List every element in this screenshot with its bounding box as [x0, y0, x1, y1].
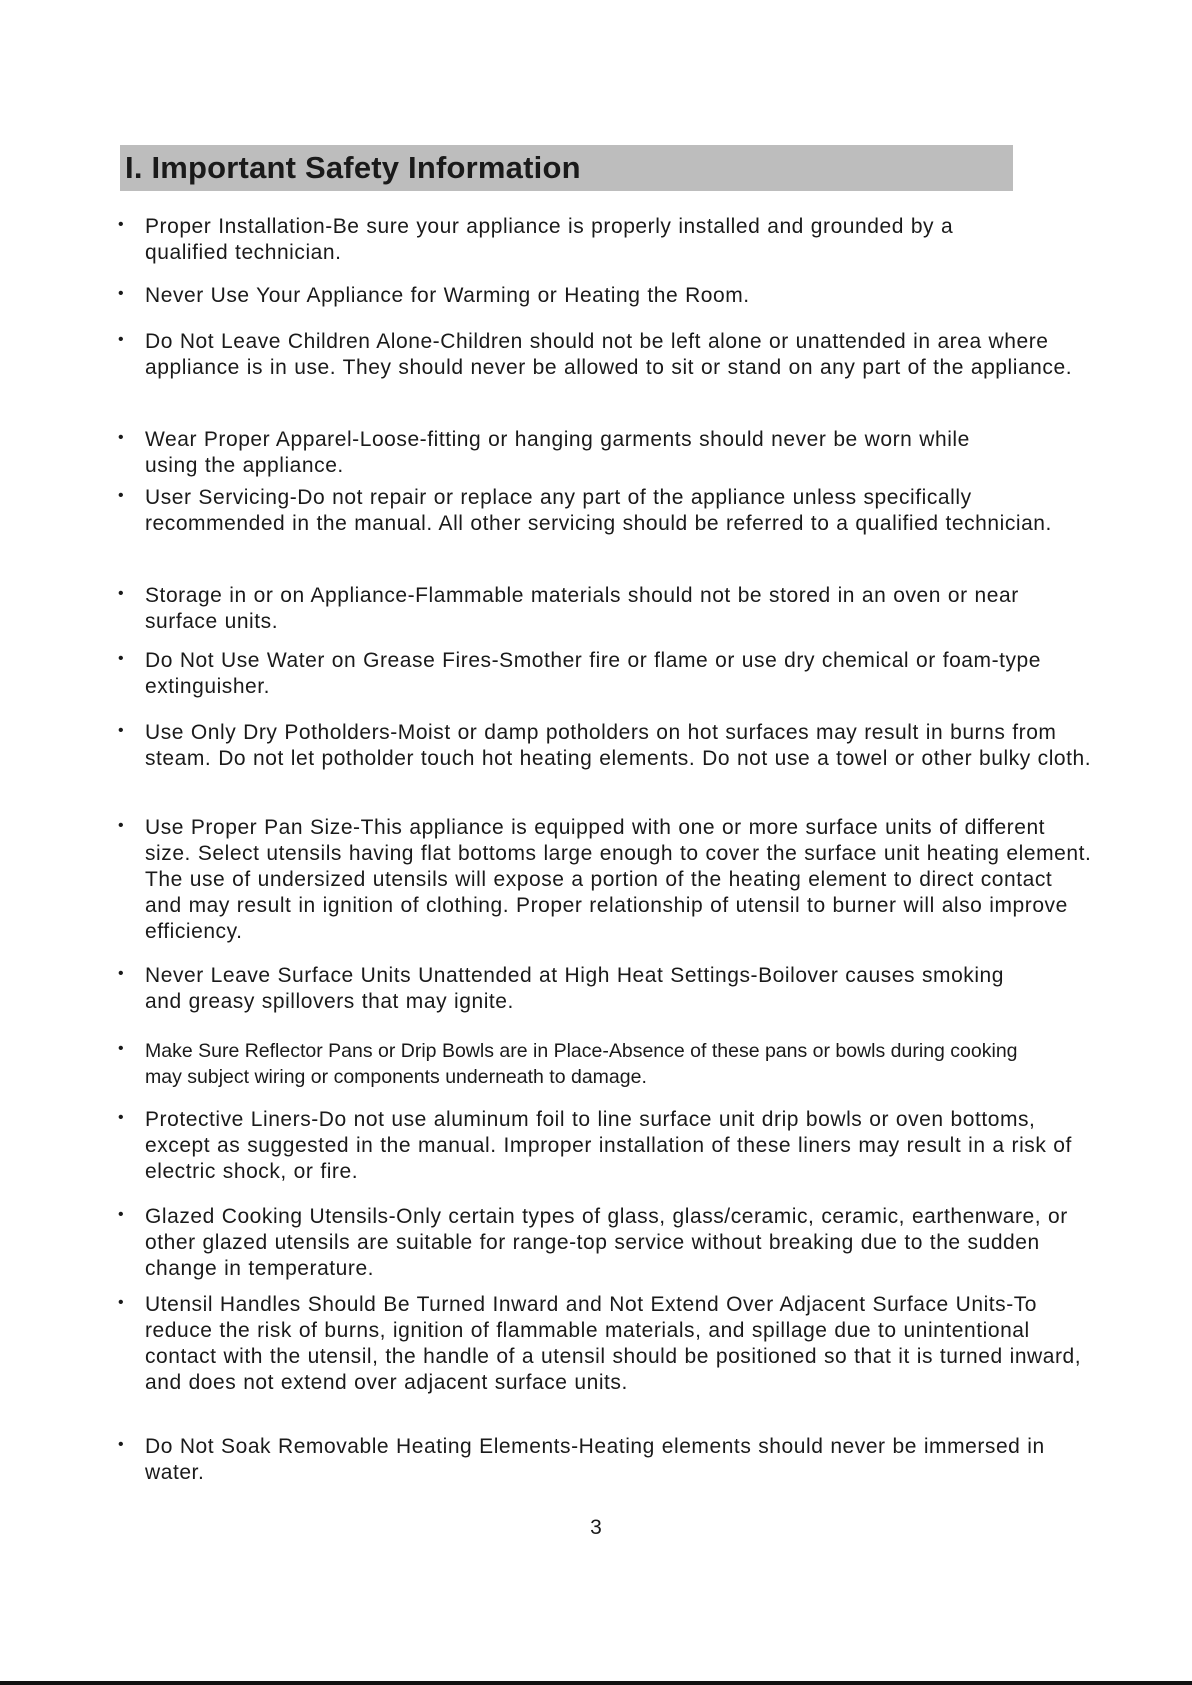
bottom-border: [0, 1681, 1192, 1685]
list-item-text: Do Not Use Water on Grease Fires-Smother fire or flame or use dry chemical or foam-type extinguisher.: [145, 649, 1042, 698]
list-item: [118, 583, 1048, 635]
page-number: 3: [590, 1516, 602, 1539]
bullet-icon: •: [118, 331, 124, 348]
bullet-icon: •: [118, 1040, 124, 1057]
bullet-icon: •: [118, 1294, 124, 1311]
list-item-text: Glazed Cooking Utensils-Only certain types of glass, glass/ceramic, ceramic, earthenware, or other glazed utensils are suitable for range-top service without breaking due to the sudden change in temperature.: [145, 1205, 1068, 1280]
bullet-icon: •: [118, 722, 124, 739]
list-item: [118, 815, 1093, 945]
list-item: [118, 214, 1018, 266]
list-item-text: Proper Installation-Be sure your appliance is properly installed and grounded by a qualified technician.: [145, 215, 954, 264]
bullet-icon: •: [118, 285, 124, 302]
bullet-icon: •: [118, 1436, 124, 1453]
list-item-text: Never Use Your Appliance for Warming or Heating the Room.: [145, 284, 750, 307]
list-item-text: Make Sure Reflector Pans or Drip Bowls are in Place-Absence of these pans or bowls during cooking may subject wiring or components underneath to damage.: [145, 1040, 1018, 1088]
bullet-icon: •: [118, 429, 124, 446]
bullet-icon: •: [118, 650, 124, 667]
bullet-icon: •: [118, 965, 124, 982]
section-header: [120, 145, 1013, 191]
list-item-text: Storage in or on Appliance-Flammable materials should not be stored in an oven or near surface units.: [145, 584, 1019, 633]
list-item: [118, 720, 1093, 772]
list-item: [118, 1107, 1093, 1185]
list-item-text: User Servicing-Do not repair or replace any part of the appliance unless specifically recommended in the manual. All other servicing should be referred to a qualified technician.: [145, 486, 1052, 535]
list-item: [118, 329, 1093, 381]
bullet-icon: •: [118, 1206, 124, 1223]
bullet-icon: •: [118, 1109, 124, 1126]
bullet-icon: •: [118, 817, 124, 834]
section-title: I. Important Safety Information: [125, 150, 581, 185]
list-item: [118, 963, 1038, 1015]
list-item-text: Do Not Leave Children Alone-Children should not be left alone or unattended in area where appliance is in use. They should never be allowed to sit or stand on any part of the appliance.: [145, 330, 1073, 379]
list-item-text: Never Leave Surface Units Unattended at High Heat Settings-Boilover causes smoking and greasy spillovers that may ignite.: [145, 964, 1005, 1013]
list-item-text: Use Only Dry Potholders-Moist or damp potholders on hot surfaces may result in burns from steam. Do not let potholder touch hot heating elements. Do not use a towel or other bulky cloth.: [145, 721, 1092, 770]
list-item-text: Protective Liners-Do not use aluminum foil to line surface unit drip bowls or oven bottoms, except as suggested in the manual. Improper installation of these liners may result in a risk of electric shock, or fire.: [145, 1108, 1072, 1183]
list-item: [118, 648, 1048, 700]
list-item-text: Utensil Handles Should Be Turned Inward and Not Extend Over Adjacent Surface Units-To reduce the risk of burns, ignition of flammable materials, and spillage due to unintentional contact with the utensil, the handle of a utensil should be positioned so that it is turned inward, and does not extend over adjacent surface units.: [145, 1293, 1082, 1394]
list-item: [118, 485, 1093, 537]
bullet-icon: •: [118, 487, 124, 504]
list-item: [118, 1204, 1093, 1282]
list-item: [118, 1292, 1093, 1396]
bullet-icon: •: [118, 585, 124, 602]
bullet-icon: •: [118, 216, 124, 233]
list-item: [118, 283, 1093, 309]
list-item: [118, 1434, 1093, 1486]
list-item-text: Do Not Soak Removable Heating Elements-Heating elements should never be immersed in water.: [145, 1435, 1045, 1484]
list-item-text: Wear Proper Apparel-Loose-fitting or hanging garments should never be worn while using the appliance.: [145, 428, 970, 477]
list-item-text: Use Proper Pan Size-This appliance is equipped with one or more surface units of different size. Select utensils having flat bottoms large enough to cover the surface unit heating element. The use of undersized utensils will expose a portion of the heating element to direct contact and may result in ignition of clothing. Proper relationship of utensil to burner will also improve efficiency.: [145, 816, 1092, 943]
list-item: [118, 1038, 1048, 1090]
list-item: [118, 427, 1028, 479]
